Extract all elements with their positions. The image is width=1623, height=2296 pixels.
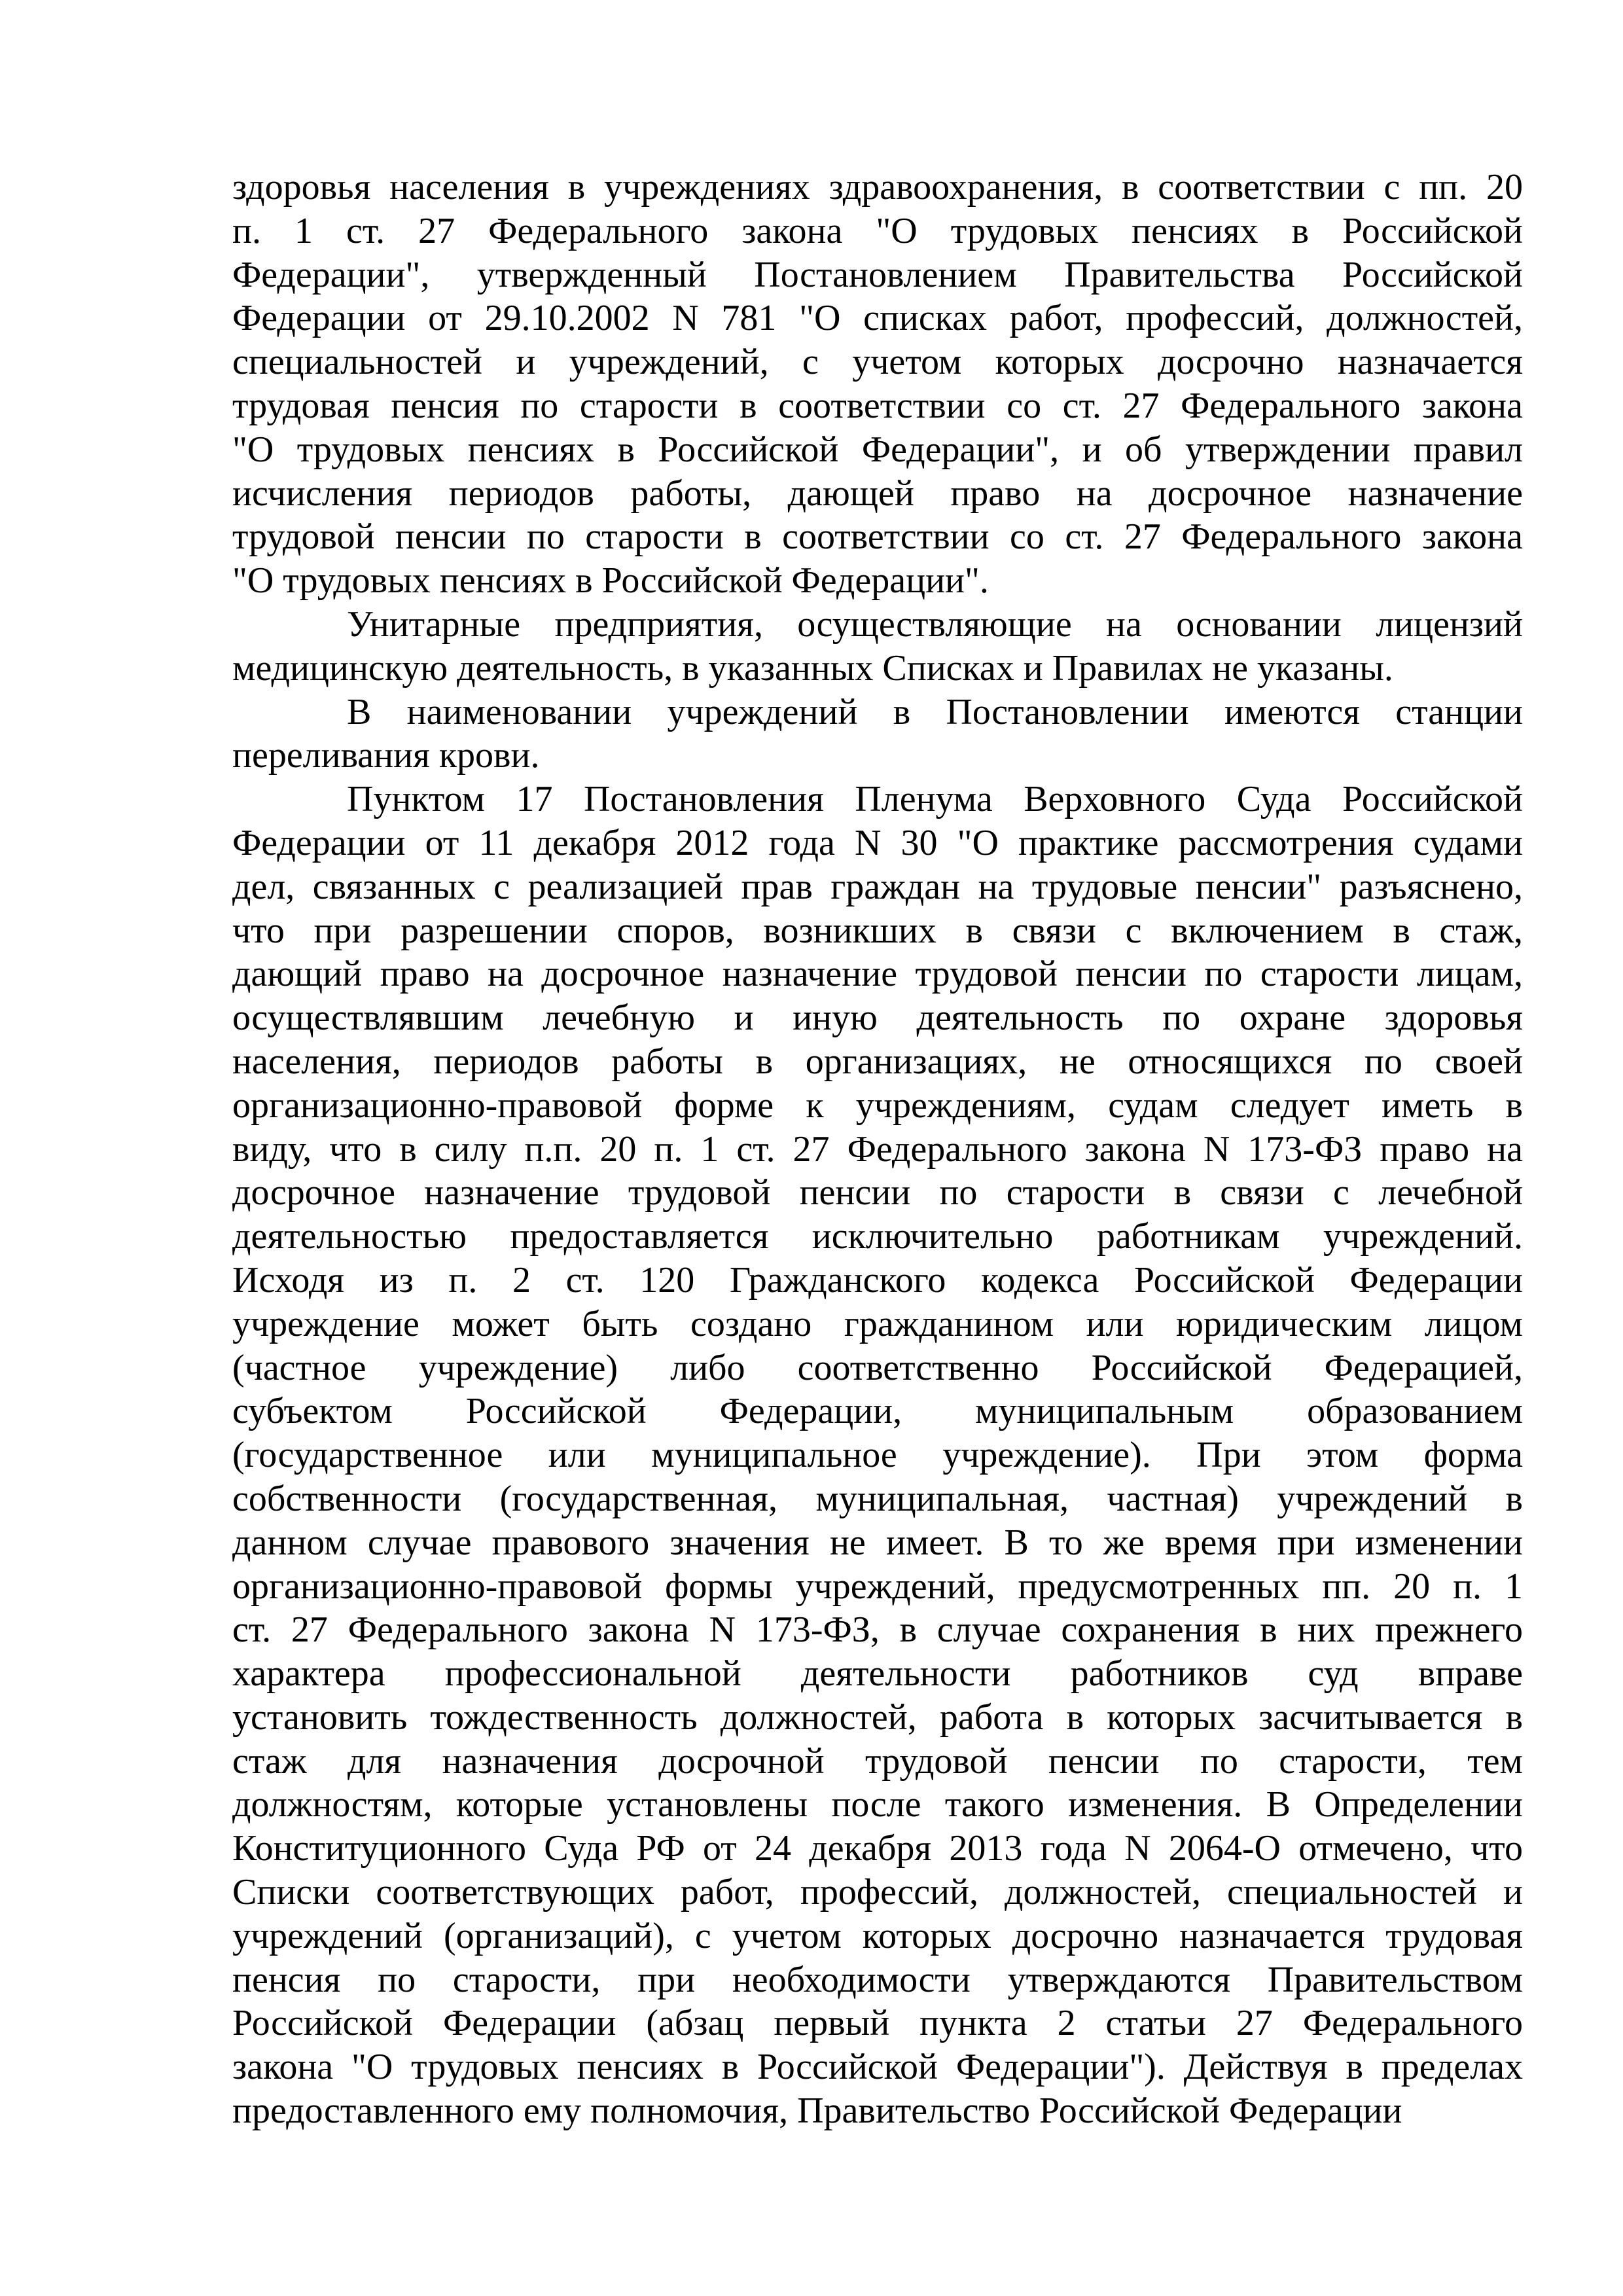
text-line: "О трудовых пенсиях в Российской Федерации", и об утверждении правил: [232, 429, 1523, 470]
text-line: здоровья населения в учреждениях здравоохранения, в соответствии с пп. 20: [232, 167, 1523, 207]
text-line: Российской Федерации (абзац первый пункта 2 статьи 27 Федерального: [232, 2003, 1523, 2044]
text-line: Пунктом 17 Постановления Пленума Верховного Суда Российской: [347, 779, 1523, 820]
text-line: должностям, которые установлены после такого изменения. В Определении: [232, 1784, 1523, 1825]
text-line: Конституционного Суда РФ от 24 декабря 2013 года N 2064-О отмечено, что: [232, 1828, 1523, 1869]
text-line: стаж для назначения досрочной трудовой пенсии по старости, тем: [232, 1740, 1523, 1782]
text-line: организационно-правовой форме к учреждениям, судам следует иметь в: [232, 1085, 1523, 1126]
text-line: собственности (государственная, муниципальная, частная) учреждений в: [232, 1478, 1523, 1519]
text-line: субъектом Российской Федерации, муниципальным образованием: [232, 1391, 1523, 1432]
text-line: Федерации от 11 декабря 2012 года N 30 "О практике рассмотрения судами: [232, 822, 1523, 863]
text-line: Федерации", утвержденный Постановлением Правительства Российской: [232, 254, 1523, 295]
text-line: характера профессиональной деятельности работников суд вправе: [232, 1653, 1523, 1695]
text-line: В наименовании учреждений в Постановлении имеются станции: [347, 691, 1523, 732]
text-line: Федерации от 29.10.2002 N 781 "О списках работ, профессий, должностей,: [232, 298, 1523, 339]
text-line: (государственное или муниципальное учреждение). При этом форма: [232, 1435, 1523, 1476]
text-line: пенсия по старости, при необходимости утверждаются Правительством: [232, 1959, 1523, 2000]
text-line: деятельностью предоставляется исключительно работникам учреждений.: [232, 1216, 1523, 1257]
page-text: [232, 166, 1523, 2133]
text-line: дающий право на досрочное назначение трудовой пенсии по старости лицам,: [232, 954, 1523, 995]
text-line: Списки соответствующих работ, профессий, должностей, специальностей и: [232, 1872, 1523, 1913]
text-line: медицинскую деятельность, в указанных Списках и Правилах не указаны.: [232, 647, 1393, 689]
text-line: (частное учреждение) либо соответственно Российской Федерацией,: [232, 1347, 1523, 1388]
text-line: данном случае правового значения не имеет. В то же время при изменении: [232, 1522, 1523, 1563]
text-line: специальностей и учреждений, с учетом которых досрочно назначается: [232, 342, 1523, 383]
text-line: установить тождественность должностей, работа в которых засчитывается в: [232, 1696, 1523, 1738]
text-line: дел, связанных с реализацией прав граждан на трудовые пенсии" разъяснено,: [232, 866, 1523, 907]
text-line: переливания крови.: [232, 735, 540, 776]
text-line: виду, что в силу п.п. 20 п. 1 ст. 27 Федерального закона N 173-ФЗ право на: [232, 1128, 1523, 1170]
text-line: "О трудовых пенсиях в Российской Федерации".: [232, 560, 989, 601]
text-line: населения, периодов работы в организациях, не относящихся по своей: [232, 1041, 1523, 1082]
text-line: трудовая пенсия по старости в соответствии со ст. 27 Федерального закона: [232, 385, 1523, 426]
text-line: Унитарные предприятия, осуществляющие на основании лицензий: [347, 603, 1523, 645]
text-line: Исходя из п. 2 ст. 120 Гражданского кодекса Российской Федерации: [232, 1259, 1523, 1300]
text-line: осуществлявшим лечебную и иную деятельность по охране здоровья: [232, 997, 1523, 1039]
text-line: трудовой пенсии по старости в соответствии со ст. 27 Федерального закона: [232, 516, 1523, 558]
text-line: что при разрешении споров, возникших в связи с включением в стаж,: [232, 910, 1523, 951]
text-line: учреждение может быть создано гражданином или юридическим лицом: [232, 1303, 1523, 1344]
text-line: ст. 27 Федерального закона N 173-ФЗ, в случае сохранения в них прежнего: [232, 1609, 1523, 1651]
text-line: организационно-правовой формы учреждений, предусмотренных пп. 20 п. 1: [232, 1566, 1523, 1607]
text-line: исчисления периодов работы, дающей право на досрочное назначение: [232, 473, 1523, 514]
text-line: учреждений (организаций), с учетом которых досрочно назначается трудовая: [232, 1915, 1523, 1956]
text-line: предоставленного ему полномочия, Правительство Российской Федерации: [232, 2090, 1402, 2132]
text-line: закона "О трудовых пенсиях в Российской Федерации"). Действуя в пределах: [232, 2047, 1523, 2088]
text-line: п. 1 ст. 27 Федерального закона "О трудовых пенсиях в Российской: [232, 210, 1523, 251]
text-line: досрочное назначение трудовой пенсии по старости в связи с лечебной: [232, 1172, 1523, 1213]
